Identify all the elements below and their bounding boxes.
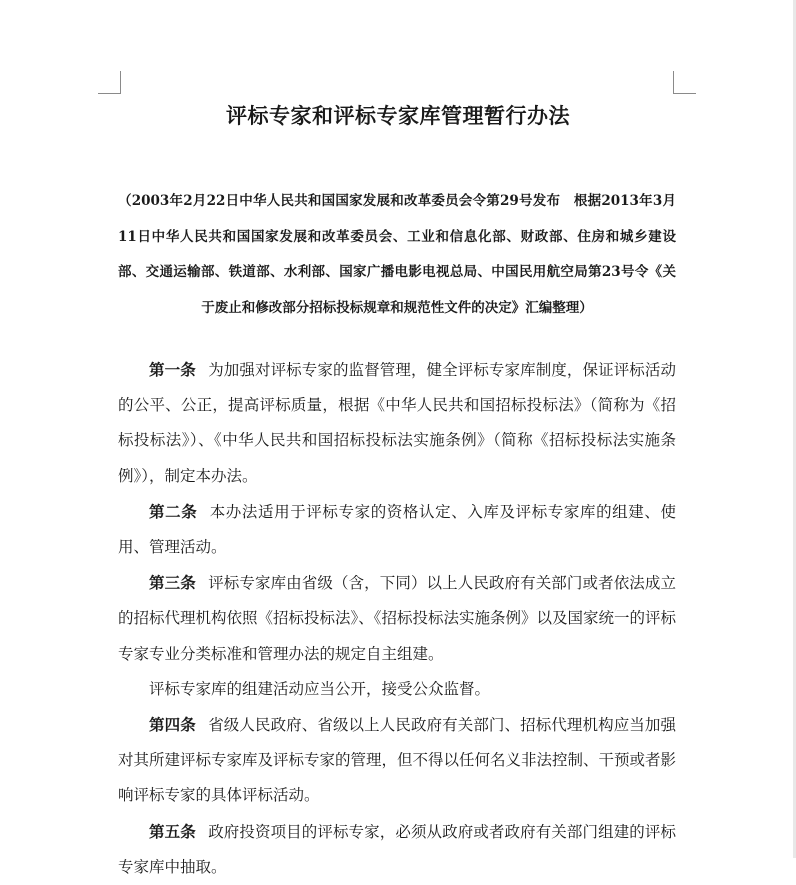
article-number: 第二条 — [149, 501, 198, 521]
article-number: 第一条 — [149, 360, 196, 379]
paragraph-article-1 — [118, 352, 676, 494]
article-number: 第五条 — [149, 821, 196, 841]
article-text: 政府投资项目的评标专家，必须从政府或者政府有关部门组建的评标专家库中抽取。 — [118, 822, 676, 876]
article-text: 评标专家库的组建活动应当公开，接受公众监督。 — [149, 679, 491, 698]
article-number: 第四条 — [149, 715, 196, 735]
paragraph-article-5 — [118, 814, 676, 885]
document-title: 评标专家和评标专家库管理暂行办法 — [226, 103, 570, 128]
paragraph-article-2 — [118, 494, 676, 565]
article-number: 第三条 — [149, 573, 196, 593]
article-text: 评标专家库由省级（含，下同）以上人民政府有关部门或者依法成立的招标代理机构依照《招标投标法》、《招标投标法实施条例》以及国家统一的评标专家专业分类标准和管理办法的规定自主组建。 — [118, 574, 677, 663]
document-subtitle: （2003年2月22日中华人民共和国国家发展和改革委员会令第29号发布 根据2013年3月11日中华人民共和国国家发展和改革委员会、工业和信息化部、财政部、住房和城乡建设部、交通运输部、铁道部、水利部、国家广播电影电视总局、中国民用航空局第23号令《关于废止和修改部分招标投标规章和规范性文件的决定》汇编整理） — [118, 193, 676, 316]
document-body — [118, 352, 676, 885]
article-text: 本办法适用于评标专家的资格认定、入库及评标专家库的组建、使用、管理活动。 — [118, 502, 676, 557]
margin-corner-mark-right — [673, 71, 696, 94]
paragraph-article-4 — [118, 707, 676, 814]
article-text: 为加强对评标专家的监督管理，健全评标专家库制度，保证评标活动的公平、公正，提高评标质量，根据《中华人民共和国招标投标法》（简称为《招标投标法》）、《中华人民共和国招标投标法实施条例》（简称《招标投标法实施条例》），制定本办法。 — [118, 361, 676, 485]
article-text: 省级人民政府、省级以上人民政府有关部门、招标代理机构应当加强对其所建评标专家库及评标专家的管理，但不得以任何名义非法控制、干预或者影响评标专家的具体评标活动。 — [118, 716, 677, 805]
paragraph-article-3-cont — [118, 672, 676, 707]
paragraph-article-3 — [118, 565, 676, 672]
margin-corner-mark-left — [98, 71, 121, 94]
